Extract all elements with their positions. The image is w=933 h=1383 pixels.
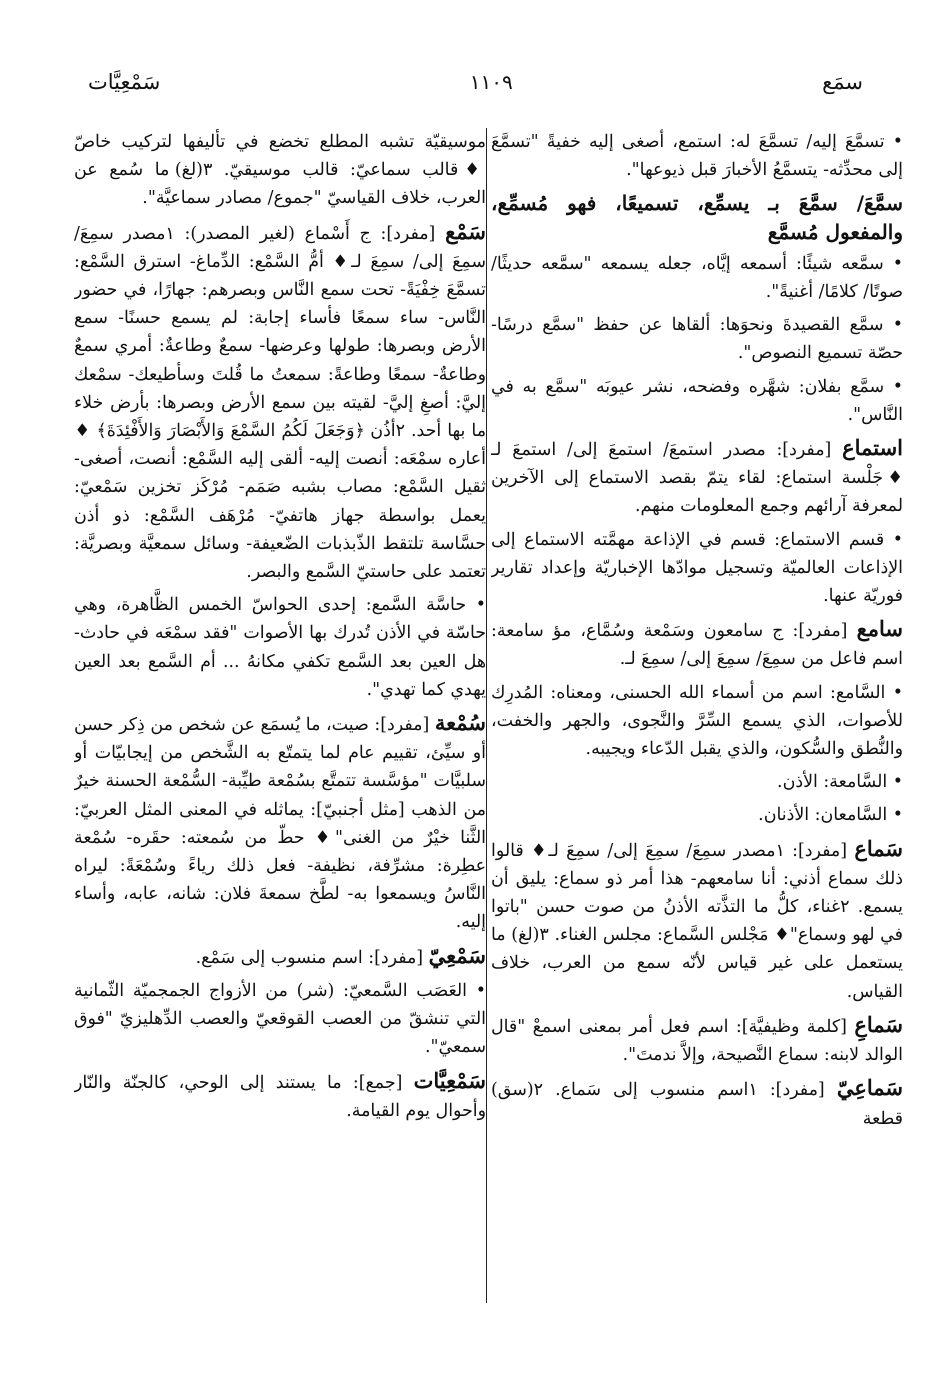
entry-sense: • العَصَب السَّمعيّ: (شر) من الأزواج الجمجميّة الثّمانية التي تنشقّ من العصب القوقعيّ والعصب الدِّهليزيّ "فوق سمعيّ". [74,980,486,1058]
page-number: ١١٠٩ [469,70,513,94]
dictionary-entry [491,835,903,1006]
entry-definition: [مفرد]: اسم منسوب إلى سَمْع. [195,947,429,968]
header-right-word: سمَع [822,70,863,94]
entry-sense: • قسم الاستماع: قسم في الإذاعة مهمَّته الاستماع إلى الإذاعات العالميّة وتسجيل موادّها الإخباريّة وإعداد تقارير فوريّة عنها. [491,529,903,607]
dictionary-entry [74,942,486,972]
page-header [88,62,863,102]
entry-headword: سَمْع [445,218,486,244]
entry-sense: موسيقيّة تشبه المطلع تخضع في تأليفها لتركيب خاصّ ♦قالب سماعيّ: قالب موسيقيّ. ٣(لغ) ما سُمع عن العرب، خلاف القياسيّ "جموع/ مصادر سماعيَّة". [74,132,486,209]
entry-headword: سَماعِ [854,1011,903,1037]
left-column [74,128,486,1353]
entry-definition: [كلمة وظيفيَّة]: اسم فعل أمر بمعنى اسمعْ "قال الوالد لابنه: سماع النَّصيحة، وإلاَّ ندمتَ". [491,1016,903,1066]
dictionary-entry [491,1011,903,1069]
entry-headword: سامع [856,616,903,642]
dictionary-entry [74,709,486,937]
entry-sense: • سمَّع القصيدةَ ونحوَها: ألقاها عن حفظ "سمَّع درسًا- حصّة تسميع النصوص". [491,315,903,364]
entry-definition: [مفرد]: ١اسم منسوب إلى سَماع. ٢(سق) قطعة [491,1080,903,1129]
right-column [491,128,903,1353]
entry-definition: [مفرد]: ج سامعون وسَمْعة وسُمَّاع، مؤ سامعة: اسم فاعل من سمِعَ/ سمِعَ إلى/ سمِعَ لـ. [491,621,903,670]
dictionary-entry [74,1067,486,1125]
entry-definition: [مفرد]: ج أَسْماع (لغير المصدر): ١مصدر سمِعَ/ سمِعَ إلى/ سمِعَ لـ♦ أمُّ السَّمْع: الدِّماغ- استرق السَّمْع: تسمَّعَ خِفْيَةً- تحت سمع النَّاس وبصرهم: جهارًا، في حضور النَّاس- ساء سمعًا فأساء إجابة: لم يسمع حسنًا- سمع الأرض وبصرها: طولها وعرضها- سمعٌ وطاعةٌ: أمري سمعٌ وطاعةٌ- سمعًا وطاعةً: سمعتُ ما قُلتَ وسأطيعك- سمْعك إليَّ: أصغِ إليَّ- لقيته بين سمع الأرض وبصرها: بأرض خلاء ما بها أحد. ٢أذُن ﴿وَجَعَلَ لَكُمُ السَّمْعَ وَالأَبْصَارَ وَالأَفْئِدَةَ﴾ ♦ أعاره سمْعَه: أنصت إليه- ألقى إليه السَّمْع: أنصت، أصغى- ثقيل السَّمْع: مصاب بشبه صَمَم- مُرْكَز تخزين سَمْعيّ: يعمل بواسطة جهاز هاتفيّ- مُرْهَف السَّمْع: ذو أذن حسَّاسة تلتقط الذّبذبات الضّعيفة- وسائل سمعيَّة وبصريَّة: تعتمد على حاستيّ السَّمع والبصر. [74,223,486,583]
header-left-word: سَمْعِيَّات [88,70,161,94]
entry-headword: استماع [842,435,903,461]
entry-sense: • حاسَّة السَّمع: إحدى الحواسّ الخمس الظَّاهرة، وهي حاسّة في الأذن تُدرك بها الأصوات "فقد سمْعَه في حادث- هل العين بعد السَّمع تكفي مكانهُ ... أم السَّمع بعد العين يهدي كما تهدي". [74,595,486,700]
entry-headword: سَماعِيّ [836,1075,903,1101]
entry-sense: • تسمَّعَ إليه/ تسمَّعَ له: استمع، أصغى إليه خفيةً "تسمَّعَ إلى محدِّثه- يتسمَّعُ الأخبارَ قبل ذيوعها". [491,132,903,181]
entry-definition: [مفرد]: مصدر استمعَ/ استمعَ إلى/ استمعَ لـ ♦جَلْسة استماع: لقاء يتمّ بقصد الاستماع إلى الآخرين لمعرفة آرائهم وجمع المعلومات منهم. [491,440,903,517]
column-divider [486,128,487,1303]
entry-headword: سُمْعة [434,710,486,736]
entry-definition: [جمع]: ما يستند إلى الوحي، كالجنّة والنّار وأحوال يوم القيامة. [74,1072,486,1121]
entry-headword: سَمْعِيّ [428,942,486,968]
entry-sense: • السَّامعان: الأذنان. [758,805,903,826]
entry-definition: [مفرد]: ١مصدر سمِعَ/ سمِعَ إلى/ سمِعَ لـ♦ قالوا ذلك سماع أذني: أنا سامعهم- هذا أمر ذو سماع: يليق أن يسمع. ٢غناء، كلُّ ما التذَّته الأذنُ من صوت حسن "باتوا في لهو وسماع"♦ مَجْلس السَّماع: مجلس الغناء. ٣(لغ) ما يستعمل على غير قياس لأنّه سمع من العرب، خلاف القياس. [491,840,903,1002]
entry-definition: [مفرد]: صيت، ما يُسمَع عن شخص من ذِكر حسن أو سيِّئ، تقييم عام لما يتمتّع به الشَّخص من إيجابيّات أو سلبيَّات "مؤسَّسة تتمتَّع بسُمْعة طيِّبة- السُّمْعة الحسنة خيرٌ من الذهب [مثل أجنبيّ]: يماثله في المعنى المثل العربيّ: الثَّنا خيْرٌ من الغنى"♦ حطّ من سُمعته: حقَره- سُمْعة عطِرة: مشرِّفة، نظيفة- فعل ذلك رياءً وسُمْعَةً: ليراه النَّاسُ ويسمعوا به- لطَّخ سمعةَ فلان: شانه، عابه، وأساء إليه. [74,715,486,933]
entry-sense: • سمَّع بفلان: شهَّره وفضحه، نشر عيوبَه "سمَّع به في النَّاس". [491,376,903,425]
entry-sense: • السَّامعة: الأذن. [777,772,903,793]
dictionary-entry [491,1074,903,1132]
dictionary-entry [491,434,903,521]
entry-sense: • سمَّعه شيئًا: أسمعه إيَّاه، جعله يسمعه "سمَّعه حديثًا/ صوتًا/ كلامًا/ أغنيةً". [491,253,903,303]
entry-headword: سَمْعِيَّات [413,1067,486,1093]
dictionary-entry [491,615,903,673]
entry-headline: سمَّعَ/ سمَّعَ بـ يسمِّع، تسميعًا، فهو مُسمِّع، والمفعول مُسمَّع [491,191,903,244]
entry-headword: سَماع [854,835,903,861]
entry-sense: • السَّامع: اسم من أسماء الله الحسنى، ومعناه: المُدرِك للأصوات، الذي يسمع السِّرَّ والنَّجوى، والجهر والخفت، والنُّطق والسُّكون، والذي يقبل الدّعاء ويجيبه. [491,682,903,760]
dictionary-entry [74,218,486,587]
